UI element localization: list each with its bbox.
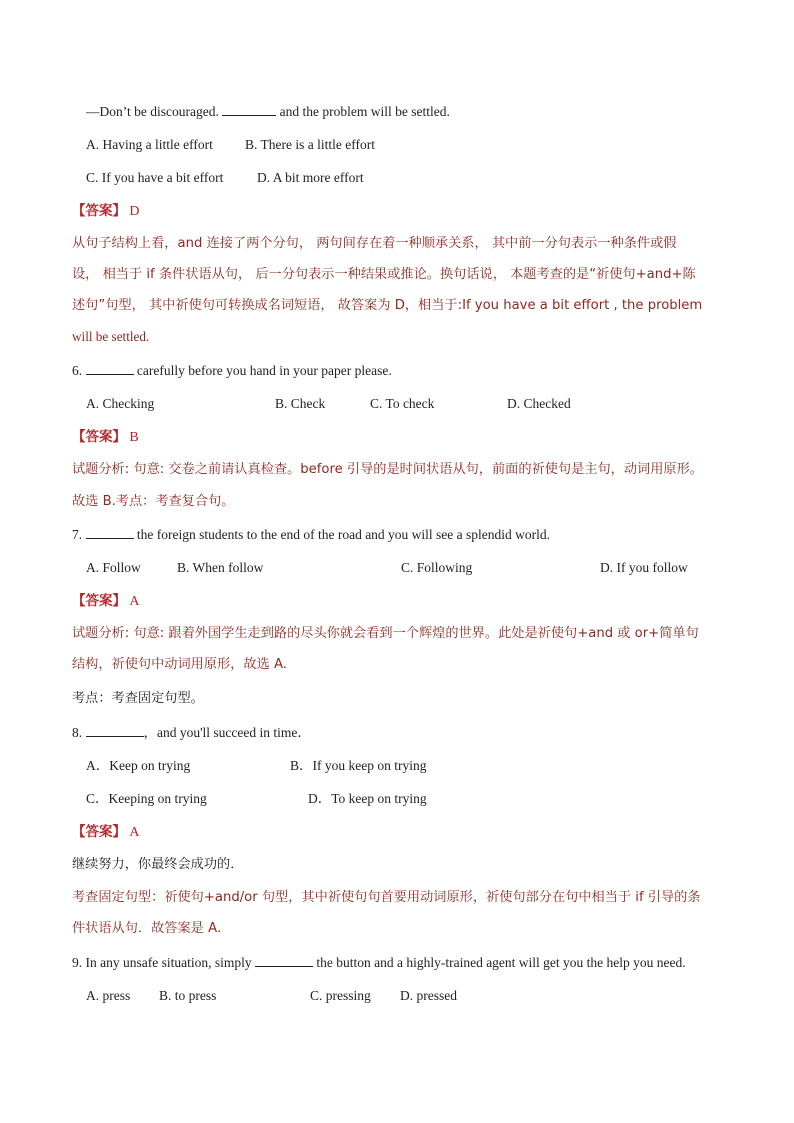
q6-stem — [72, 361, 392, 381]
q5-stem-post: and the problem will be settled. — [276, 104, 450, 119]
q7-option-a: A. Follow — [86, 560, 141, 575]
q5-answer — [72, 201, 140, 222]
q5-explanation-line: 设， 相当于 if 条件状语从句， 后一分句表示一种结果或推论。换句话说， 本题考查的是“祈使句+and+陈 — [72, 267, 696, 282]
q9-stem — [72, 953, 686, 973]
q5-stem — [86, 102, 450, 122]
q7-option-b: B. When follow — [177, 560, 264, 575]
answer-value: A — [129, 825, 140, 840]
q8-explanation-line: 考查固定句型：祈使句+and/or 句型，其中祈使句句首要用动词原形，祈使句部分在句中相当于 if 引导的条 — [72, 890, 701, 905]
q9-option-d: D. pressed — [400, 988, 457, 1003]
q8-stem — [72, 723, 311, 743]
q5-explanation-line: 从句子结构上看，and 连接了两个分句， 两句间存在着一种顺承关系， 其中前一分句表示一种条件或假 — [72, 236, 677, 251]
q7-explanation-line: 试题分析: 句意: 跟着外国学生走到路的尽头你就会看到一个辉煌的世界。此处是祈使句+and 或 or+简单句 — [72, 626, 699, 641]
q6-blank — [86, 361, 134, 375]
q7-answer — [72, 591, 140, 612]
q7-option-d: D. If you follow — [600, 560, 688, 575]
q6-explanation-line: 故选 B.考点：考查复合句。 — [72, 494, 235, 509]
q5-blank — [222, 102, 276, 116]
q6-option-d: D. Checked — [507, 396, 571, 411]
q8-blank — [86, 723, 144, 737]
q7-stem — [72, 525, 550, 545]
q7-stem-post: the foreign students to the end of the road and you will see a splendid world. — [133, 527, 551, 542]
q7-blank — [86, 525, 134, 539]
q9-option-a: A. press — [86, 988, 131, 1003]
q6-option-b: B. Check — [275, 396, 326, 411]
q6-option-a: A. Checking — [86, 396, 155, 411]
q9-stem-post: the button and a highly-trained agent will get you the help you need. — [312, 955, 686, 970]
q9-option-b: B. to press — [159, 988, 217, 1003]
q5-option-b: B. There is a little effort — [245, 137, 375, 152]
answer-label: 【答案】 — [72, 429, 126, 445]
q5-explanation-line: 述句”句型， 其中祈使句可转换成名词短语， 故答案为 D，相当于:If you have a bit effort , the problem — [72, 298, 703, 313]
q8-explanation-line: 件状语从句．故答案是 A． — [72, 921, 231, 936]
q7-option-c: C. Following — [401, 560, 473, 575]
answer-value: D — [129, 204, 140, 219]
q7-explanation-line: 结构，祈使句中动词用原形，故选 A. — [72, 657, 287, 672]
answer-label: 【答案】 — [72, 593, 126, 609]
q5-explanation-line: will be settled. — [72, 329, 150, 344]
q5-option-c: C. If you have a bit effort — [86, 170, 224, 185]
q8-option-c: C．Keeping on trying — [86, 791, 207, 806]
q9-stem-pre: 9. In any unsafe situation, simply — [72, 955, 255, 970]
q6-answer — [72, 427, 139, 448]
q8-option-b: B．If you keep on trying — [290, 758, 427, 773]
q7-stem-pre: 7. — [72, 527, 86, 542]
q8-option-d: D．To keep on trying — [308, 791, 427, 806]
q8-stem-post: ，and you'll succeed in time． — [143, 725, 311, 740]
q5-option-d: D. A bit more effort — [257, 170, 364, 185]
q8-answer — [72, 822, 140, 843]
q5-stem-pre: —Don’t be discouraged. — [86, 104, 223, 119]
q9-blank — [255, 953, 313, 967]
q8-explanation-line: 继续努力，你最终会成功的． — [72, 857, 244, 872]
answer-value: B — [129, 430, 139, 445]
q6-explanation-line: 试题分析: 句意: 交卷之前请认真检查。before 引导的是时间状语从句，前面的祈使句是主句，动词用原形。 — [72, 462, 703, 477]
q8-stem-pre: 8. — [72, 725, 86, 740]
answer-value: A — [129, 594, 140, 609]
q6-stem-pre: 6. — [72, 363, 86, 378]
q8-option-a: A．Keep on trying — [86, 758, 191, 773]
answer-label: 【答案】 — [72, 824, 126, 840]
q7-explanation-line: 考点：考查固定句型。 — [72, 691, 204, 706]
q6-option-c: C. To check — [370, 396, 435, 411]
q5-option-a: A. Having a little effort — [86, 137, 213, 152]
answer-label: 【答案】 — [72, 203, 126, 219]
q9-option-c: C. pressing — [310, 988, 371, 1003]
q6-stem-post: carefully before you hand in your paper please. — [133, 363, 392, 378]
